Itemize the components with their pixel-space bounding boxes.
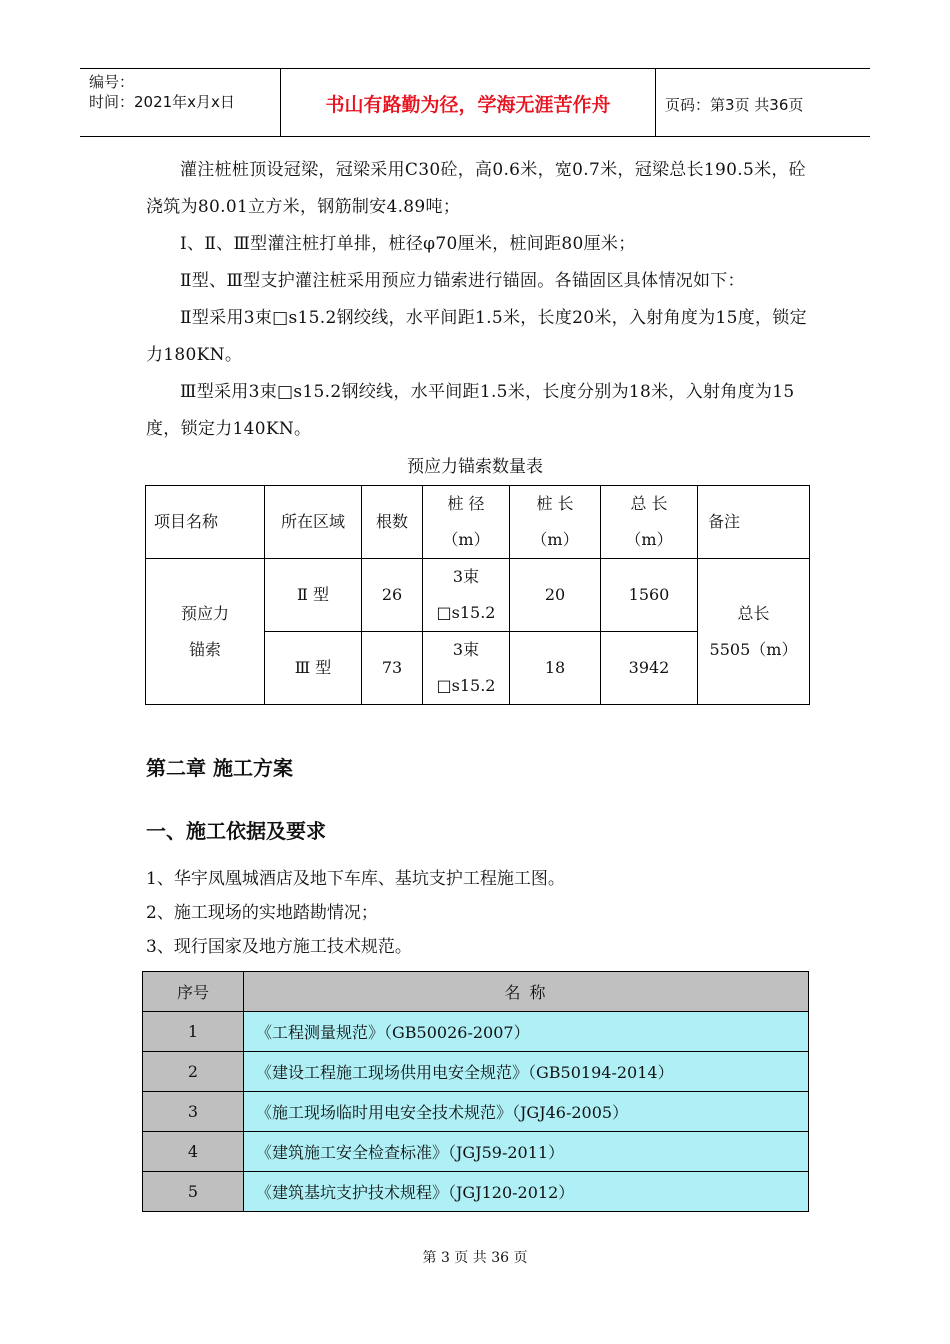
header-divider: [280, 68, 281, 136]
basis-list: [146, 862, 565, 964]
row-name: 《建筑基坑支护技术规程》（JGJ120-2012）: [244, 1172, 809, 1212]
row-name: 《工程测量规范》（GB50026-2007）: [244, 1012, 809, 1052]
header-motto: 书山有路勤为径，学海无涯苦作舟: [325, 94, 611, 116]
list-item: 2、施工现场的实地踏勘情况；: [146, 903, 378, 923]
header-cell: [601, 486, 698, 559]
table-row: [146, 559, 810, 632]
row-number: 1: [143, 1012, 244, 1052]
anchor-quantity-table: [145, 485, 810, 705]
diameter-cell: [423, 559, 510, 632]
header-cell: 根数: [362, 486, 423, 559]
header-page-number: 页码：第3页 共36页: [665, 96, 804, 114]
chapter-title: 第二章 施工方案: [146, 756, 293, 780]
header-cell-unit: （m）: [531, 530, 579, 549]
header-cell: [423, 486, 510, 559]
header-cell: [510, 486, 601, 559]
header-top-rule: [80, 68, 870, 69]
body-text: [146, 152, 816, 448]
header-cell-name: 名 称: [244, 972, 809, 1012]
count-cell: 73: [362, 632, 423, 705]
row-number: 3: [143, 1092, 244, 1132]
table-header-row: [146, 486, 810, 559]
row-number: 5: [143, 1172, 244, 1212]
list-item: 1、华宇凤凰城酒店及地下车库、基坑支护工程施工图。: [146, 869, 565, 889]
length-cell: 18: [510, 632, 601, 705]
header-cell: 项目名称: [146, 486, 265, 559]
paragraph: Ⅲ型采用3束□s15.2钢绞线，水平间距1.5米，长度分别为18米，入射角度为15度，锁定力140KN。: [146, 382, 795, 439]
table-caption: 预应力锚索数量表: [407, 457, 543, 477]
diameter-line: □s15.2: [436, 603, 496, 622]
diameter-line: 3束: [452, 640, 480, 659]
item-name-cell: [146, 559, 265, 705]
paragraph: 灌注桩桩顶设冠梁，冠梁采用C30砼，高0.6米，宽0.7米，冠梁总长190.5米，砼浇筑为80.01立方米，钢筋制安4.89吨；: [146, 160, 806, 217]
header-cell-label: 总 长: [630, 494, 668, 513]
remark-cell: [698, 559, 810, 705]
standards-table: [142, 971, 809, 1212]
page-footer: 第 3 页 共 36 页: [422, 1250, 528, 1266]
area-cell: Ⅲ 型: [265, 632, 362, 705]
diameter-cell: [423, 632, 510, 705]
section-title: 一、施工依据及要求: [146, 819, 326, 843]
header-cell: 所在区域: [265, 486, 362, 559]
paragraph: Ⅱ型、Ⅲ型支护灌注桩采用预应力锚索进行锚固。各锚固区具体情况如下：: [180, 271, 745, 291]
header-cell-no: 序号: [143, 972, 244, 1012]
header-time: 时间：2021年x月x日: [89, 93, 235, 111]
header-cell-label: 桩 径: [447, 494, 485, 513]
table-row: [143, 1092, 809, 1132]
header-bottom-rule: [80, 136, 870, 137]
table-row: [143, 1172, 809, 1212]
header-meta: [89, 72, 235, 112]
table-row: [143, 1052, 809, 1092]
paragraph: Ⅱ型采用3束□s15.2钢绞线，水平间距1.5米，长度20米，入射角度为15度，锁定力180KN。: [146, 308, 807, 365]
row-name: 《建设工程施工现场供用电安全规范》（GB50194-2014）: [244, 1052, 809, 1092]
header-number: 编号：: [89, 73, 135, 91]
area-cell: Ⅱ 型: [265, 559, 362, 632]
header-cell-unit: （m）: [625, 530, 673, 549]
remark-line: 总长: [737, 603, 770, 623]
list-item: 3、现行国家及地方施工技术规范。: [146, 937, 412, 957]
header-cell-unit: （m）: [442, 530, 490, 549]
total-cell: 3942: [601, 632, 698, 705]
total-cell: 1560: [601, 559, 698, 632]
diameter-line: 3束: [452, 567, 480, 586]
header-cell: 备注: [698, 486, 810, 559]
row-number: 4: [143, 1132, 244, 1172]
item-name-line: 预应力: [180, 603, 229, 623]
table-row: [143, 1012, 809, 1052]
table-row: [143, 1132, 809, 1172]
count-cell: 26: [362, 559, 423, 632]
row-name: 《施工现场临时用电安全技术规范》（JGJ46-2005）: [244, 1092, 809, 1132]
header-divider: [655, 68, 656, 136]
table-header-row: [143, 972, 809, 1012]
header-cell-label: 桩 长: [536, 494, 574, 513]
row-name: 《建筑施工安全检查标准》（JGJ59-2011）: [244, 1132, 809, 1172]
length-cell: 20: [510, 559, 601, 632]
remark-line: 5505（m）: [709, 639, 798, 659]
item-name-line: 锚索: [188, 639, 221, 659]
paragraph: Ⅰ、Ⅱ、Ⅲ型灌注桩打单排，桩径φ70厘米，桩间距80厘米；: [180, 234, 636, 254]
diameter-line: □s15.2: [436, 676, 496, 695]
row-number: 2: [143, 1052, 244, 1092]
